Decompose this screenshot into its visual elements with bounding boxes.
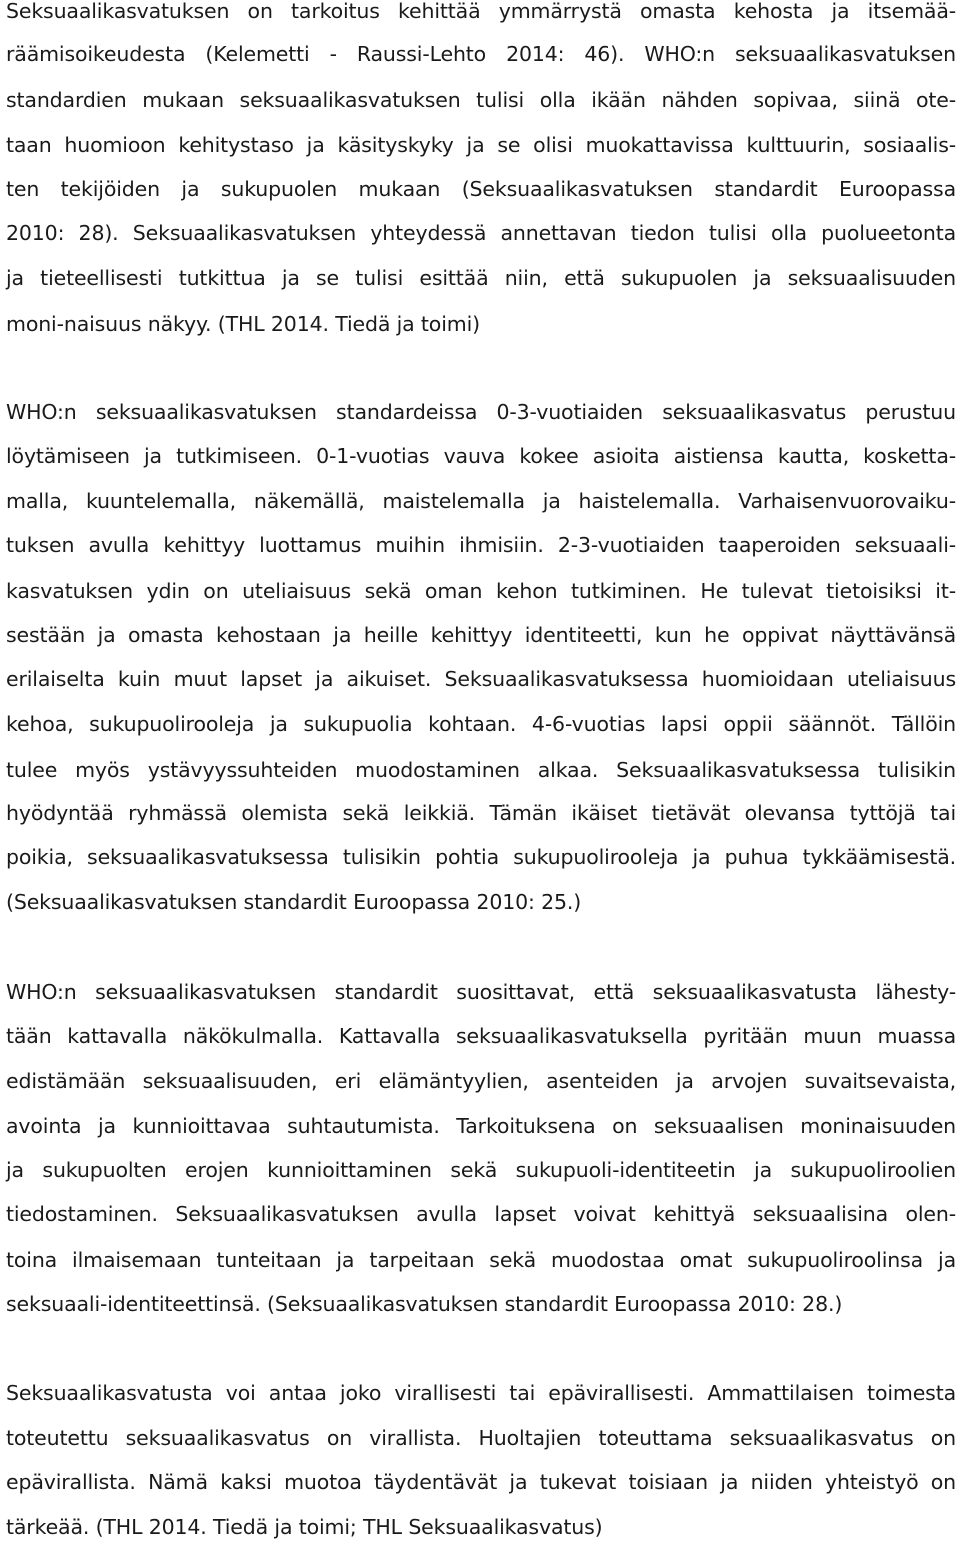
text-line: Seksuaalikasvatuksen on tarkoitus kehittää ymmärrystä omasta kehosta ja itsemää- (6, 0, 956, 23)
text-line: avointa ja kunnioittavaa suhtautumista. Tarkoituksena on seksuaalisen moninaisuuden (6, 1114, 956, 1138)
text-line: kasvatuksen ydin on uteliaisuus sekä oman kehon tutkiminen. He tulevat tietoisiksi it- (6, 579, 956, 603)
text-line: kehoa, sukupuolirooleja ja sukupuolia kohtaan. 4-6-vuotias lapsi oppii säännöt. Tällöin (6, 712, 956, 736)
text-line: seksuaali-identiteettinsä. (Seksuaalikasvatuksen standardit Euroopassa 2010: 28.) (6, 1292, 843, 1316)
text-line: malla, kuuntelemalla, näkemällä, maistelemalla ja haistelemalla. Varhaisenvuorovaiku- (6, 489, 956, 513)
text-line: WHO:n seksuaalikasvatuksen standardit suosittavat, että seksuaalikasvatusta lähesty- (6, 980, 956, 1004)
text-line: toina ilmaisemaan tunteitaan ja tarpeitaan sekä muodostaa omat sukupuoliroolinsa ja (6, 1248, 956, 1272)
text-line: hyödyntää ryhmässä olemista sekä leikkiä. Tämän ikäiset tietävät olevansa tyttöjä tai (6, 801, 956, 825)
text-line: poikia, seksuaalikasvatuksessa tulisikin pohtia sukupuolirooleja ja puhua tykkäämisestä. (6, 845, 956, 869)
text-line: tään kattavalla näkökulmalla. Kattavalla seksuaalikasvatuksella pyritään muun muassa (6, 1024, 956, 1048)
text-line: 2010: 28). Seksuaalikasvatuksen yhteydessä annettavan tiedon tulisi olla puolueetonta (6, 221, 956, 245)
text-line: moni-naisuus näkyy. (THL 2014. Tiedä ja toimi) (6, 312, 480, 336)
text-line: WHO:n seksuaalikasvatuksen standardeissa 0-3-vuotiaiden seksuaalikasvatus perustuu (6, 400, 956, 424)
text-line: sestään ja omasta kehostaan ja heille kehittyy identiteetti, kun he oppivat näyttävänsä (6, 623, 956, 647)
text-line: edistämään seksuaalisuuden, eri elämäntyylien, asenteiden ja arvojen suvaitsevaista, (6, 1069, 956, 1093)
text-line: tuksen avulla kehittyy luottamus muihin ihmisiin. 2-3-vuotiaiden taaperoiden seksuaali- (6, 533, 956, 557)
text-line: ja tieteellisesti tutkittua ja se tulisi esittää niin, että sukupuolen ja seksuaalisuuden (6, 266, 956, 290)
text-line: tulee myös ystävyyssuhteiden muodostaminen alkaa. Seksuaalikasvatuksessa tulisikin (6, 758, 956, 782)
text-line: räämisoikeudesta (Kelemetti - Raussi-Lehto 2014: 46). WHO:n seksuaalikasvatuksen (6, 42, 956, 66)
text-line: ten tekijöiden ja sukupuolen mukaan (Seksuaalikasvatuksen standardit Euroopassa (6, 177, 956, 201)
text-line: standardien mukaan seksuaalikasvatuksen tulisi olla ikään nähden sopivaa, siinä ote- (6, 88, 956, 112)
text-line: tärkeää. (THL 2014. Tiedä ja toimi; THL Seksuaalikasvatus) (6, 1515, 603, 1539)
text-line: toteutettu seksuaalikasvatus on virallista. Huoltajien toteuttama seksuaalikasvatus on (6, 1426, 956, 1450)
text-line: (Seksuaalikasvatuksen standardit Euroopassa 2010: 25.) (6, 890, 582, 914)
text-line: epävirallista. Nämä kaksi muotoa täydentävät ja tukevat toisiaan ja niiden yhteistyö on (6, 1470, 956, 1494)
text-line: Seksuaalikasvatusta voi antaa joko virallisesti tai epävirallisesti. Ammattilaisen toimesta (6, 1381, 956, 1405)
text-line: erilaiselta kuin muut lapset ja aikuiset. Seksuaalikasvatuksessa huomioidaan uteliaisuus (6, 667, 956, 691)
text-line: taan huomioon kehitystaso ja käsityskyky ja se olisi muokattavissa kulttuurin, sosiaalis- (6, 133, 956, 157)
text-line: ja sukupuolten erojen kunnioittaminen sekä sukupuoli-identiteetin ja sukupuoliroolien (6, 1158, 956, 1182)
text-line: löytämiseen ja tutkimiseen. 0-1-vuotias vauva kokee asioita aistiensa kautta, kosketta- (6, 444, 956, 468)
text-line: tiedostaminen. Seksuaalikasvatuksen avulla lapset voivat kehittyä seksuaalisina olen- (6, 1202, 956, 1226)
